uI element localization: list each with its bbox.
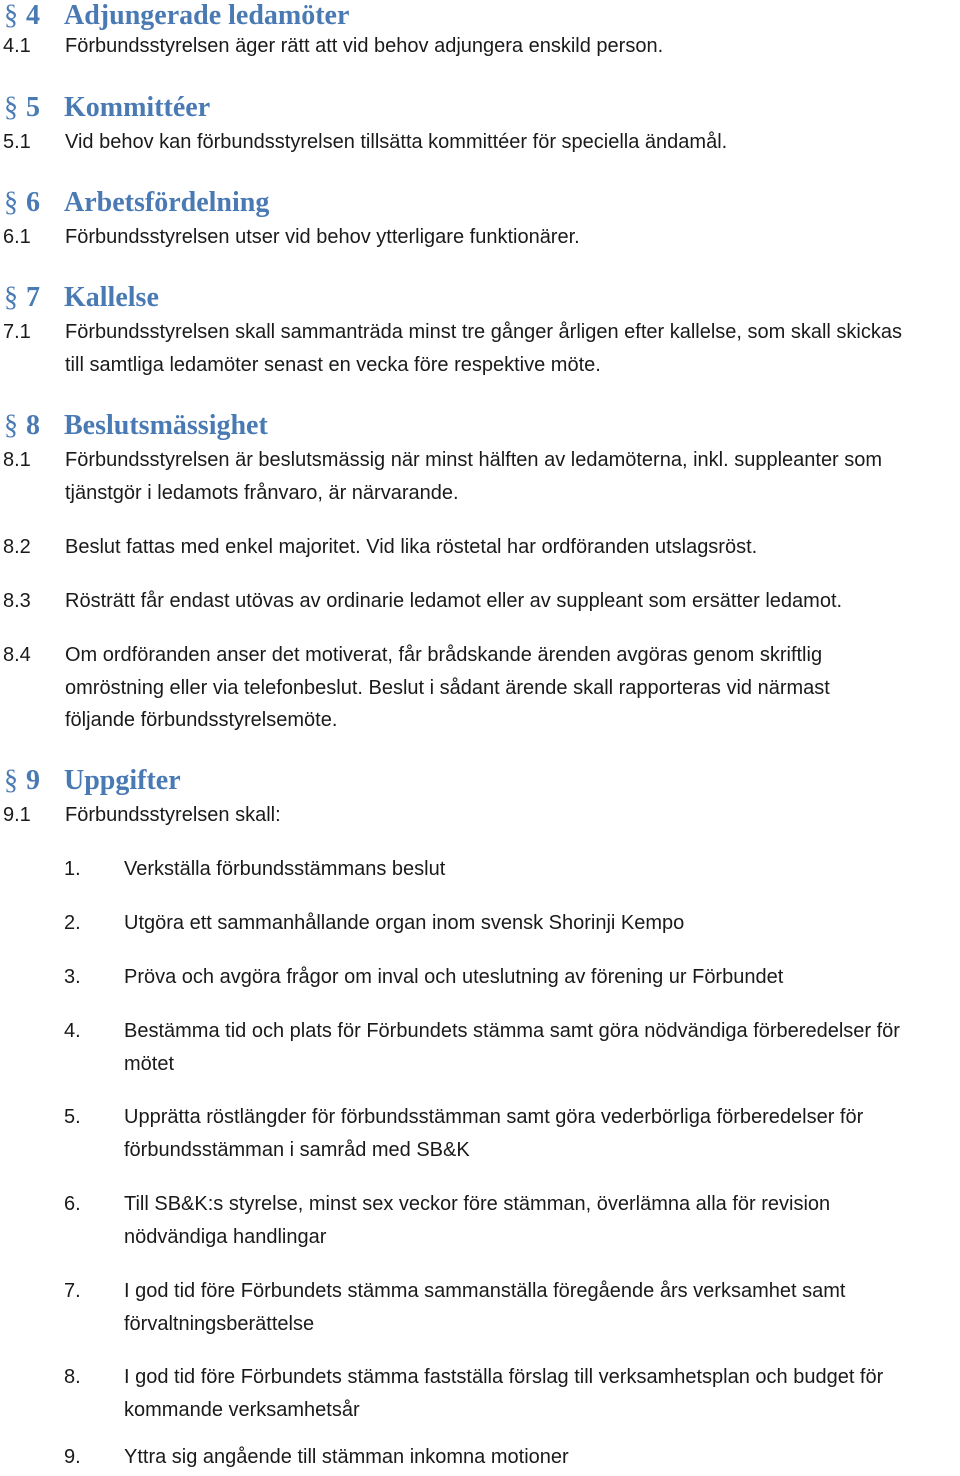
paragraph-7-1 [3,316,958,381]
section-title: Adjungerade ledamöter [64,0,350,31]
list-item [64,1188,958,1253]
list-item [64,853,958,886]
section-heading-5 [4,92,210,124]
list-item-line: Verkställa förbundsstämmans beslut [124,858,446,880]
paragraph-text: Förbundsstyrelsen skall: [65,804,281,826]
paragraph-line: till samtliga ledamöter senast en vecka före respektive möte. [65,353,601,376]
list-item-text [124,853,958,886]
paragraph-number: 8.2 [3,536,31,558]
paragraph-8-2 [3,531,958,564]
list-item-number: 5. [64,1106,81,1128]
list-item [64,1015,958,1080]
list-item-number: 4. [64,1020,81,1042]
paragraph-line: Om ordföranden anser det motiverat, får brådskande ärenden avgöras genom skriftlig [65,644,823,666]
list-item-text [124,1015,958,1080]
list-item-line: förvaltningsberättelse [124,1312,315,1335]
list-item [64,1361,958,1426]
list-item-line: kommande verksamhetsår [124,1398,360,1421]
paragraph-line: tjänstgör i ledamots frånvaro, är närvarande. [65,481,459,504]
list-item-line: Utgöra ett sammanhållande organ inom svensk Shorinji Kempo [124,912,685,934]
list-item-text [124,907,958,940]
paragraph-number: 6.1 [3,226,31,248]
section-heading-8 [4,410,268,442]
paragraph-text: Förbundsstyrelsen utser vid behov ytterligare funktionärer. [65,226,580,248]
list-item-line: I god tid före Förbundets stämma sammanställa föregående års verksamhet samt [124,1280,846,1302]
list-item-number: 1. [64,858,81,880]
list-item-text [124,1188,958,1253]
section-title: Arbetsfördelning [64,187,270,218]
section-symbol: § [4,765,18,796]
list-item-line: Bestämma tid och plats för Förbundets stämma samt göra nödvändiga förberedelser för [124,1020,900,1042]
section-symbol: § [4,92,18,123]
list-item-line: Pröva och avgöra frågor om inval och uteslutning av förening ur Förbundet [124,966,784,988]
paragraph-4-1 [3,30,958,63]
paragraph-number: 9.1 [3,804,31,826]
list-item-line: Upprätta röstlängder för förbundsstämman samt göra vederbörliga förberedelser för [124,1106,864,1128]
section-symbol: § [4,410,18,441]
section-number: 7 [26,282,40,313]
list-item-text [124,961,958,994]
list-item [64,907,958,940]
list-item-number: 7. [64,1280,81,1302]
section-heading-4 [4,0,349,32]
paragraph-number: 4.1 [3,35,31,57]
paragraph-number: 8.4 [3,644,31,666]
section-title: Beslutsmässighet [64,410,268,441]
list-item-number: 6. [64,1193,81,1215]
section-number: 4 [26,0,40,31]
list-item [64,961,958,994]
list-item-line: förbundsstämman i samråd med SB&K [124,1138,470,1161]
paragraph-text: Beslut fattas med enkel majoritet. Vid lika röstetal har ordföranden utslagsröst. [65,536,758,558]
paragraph-number: 7.1 [3,321,31,343]
list-item [64,1441,958,1474]
list-item [64,1275,958,1340]
section-symbol: § [4,0,18,31]
section-heading-7 [4,282,159,314]
section-symbol: § [4,187,18,218]
list-item-text [124,1101,958,1166]
paragraph-line: Förbundsstyrelsen är beslutsmässig när minst hälften av ledamöterna, inkl. suppleanter som [65,449,883,471]
section-title: Kommittéer [64,92,211,123]
paragraph-8-3 [3,585,958,618]
section-number: 5 [26,92,40,123]
list-item-text [124,1275,958,1340]
list-item [64,1101,958,1166]
section-heading-6 [4,187,269,219]
list-item-text [124,1441,958,1474]
list-item-line: Yttra sig angående till stämman inkomna motioner [124,1446,569,1468]
section-title: Kallelse [64,282,159,313]
paragraph-line: följande förbundsstyrelsemöte. [65,709,338,731]
paragraph-text: Förbundsstyrelsen äger rätt att vid behov adjungera enskild person. [65,35,664,57]
list-item-line: mötet [124,1052,175,1075]
paragraph-8-4 [3,639,958,737]
section-number: 8 [26,410,40,441]
section-number: 6 [26,187,40,218]
list-item-number: 9. [64,1446,81,1468]
paragraph-6-1 [3,221,958,254]
paragraph-text: Vid behov kan förbundsstyrelsen tillsätta kommittéer för speciella ändamål. [65,131,728,153]
paragraph-text [65,639,958,737]
section-symbol: § [4,282,18,313]
section-heading-9 [4,765,181,797]
section-title: Uppgifter [64,765,181,796]
paragraph-number: 8.3 [3,590,31,612]
paragraph-8-1 [3,444,958,509]
list-item-line: nödvändiga handlingar [124,1225,327,1248]
list-item-text [124,1361,958,1426]
paragraph-5-1 [3,126,958,159]
paragraph-text [65,316,958,381]
list-item-line: Till SB&K:s styrelse, minst sex veckor före stämman, överlämna alla för revision [124,1193,831,1215]
paragraph-line: omröstning eller via telefonbeslut. Beslut i sådant ärende skall rapporteras vid närmast [65,676,830,699]
list-item-number: 8. [64,1366,81,1388]
paragraph-number: 8.1 [3,449,31,471]
section-number: 9 [26,765,40,796]
list-item-line: I god tid före Förbundets stämma fastställa förslag till verksamhetsplan och budget för [124,1366,884,1388]
list-item-number: 3. [64,966,81,988]
paragraph-number: 5.1 [3,131,31,153]
paragraph-text [65,444,958,509]
paragraph-9-1 [3,799,958,832]
paragraph-text: Rösträtt får endast utövas av ordinarie ledamot eller av suppleant som ersätter ledamot. [65,590,843,612]
list-item-number: 2. [64,912,81,934]
paragraph-line: Förbundsstyrelsen skall sammanträda minst tre gånger årligen efter kallelse, som skall skickas [65,321,903,343]
